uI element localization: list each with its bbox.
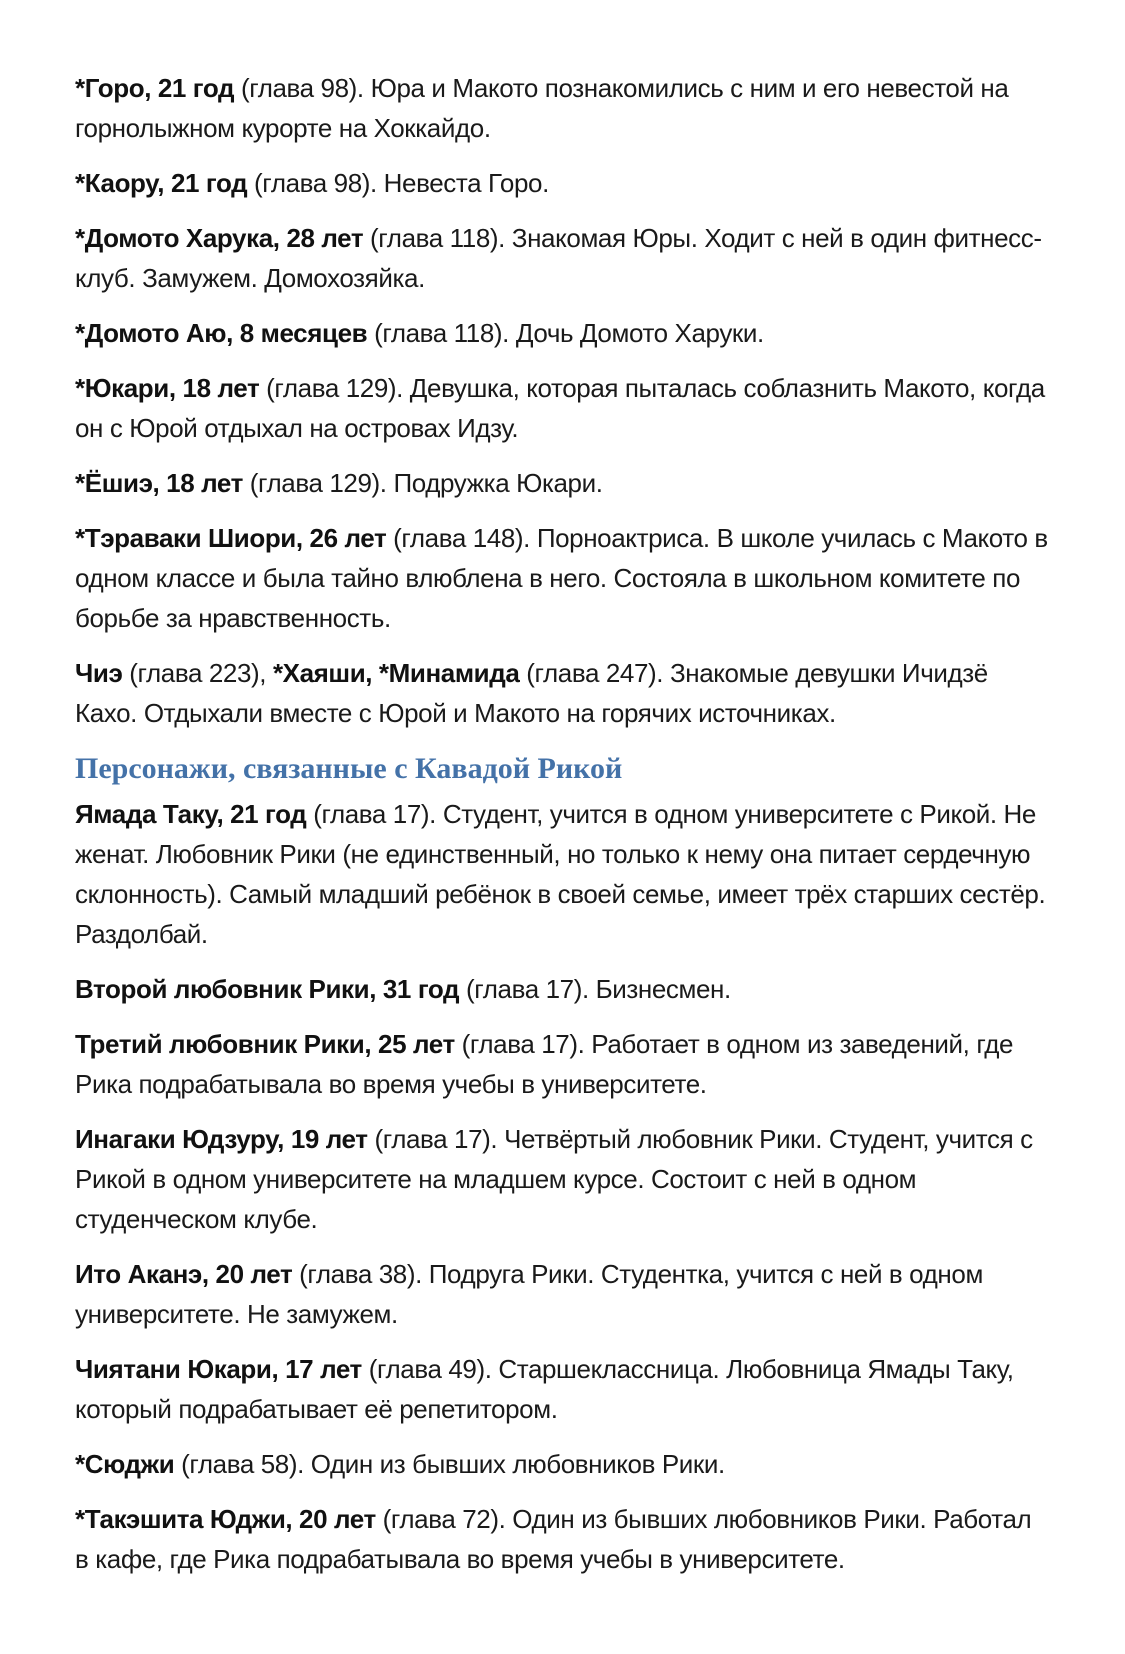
character-description: (глава 118). Дочь Домото Харуки. xyxy=(374,318,764,348)
character-description: (глава 247). Знакомые девушки Ичидзё Кахо. Отдыхали вместе с Юрой и Макото на горячих источниках. xyxy=(75,658,988,728)
character-entry xyxy=(75,368,1050,448)
character-name: Ямада Таку, 21 год xyxy=(75,799,314,829)
character-description: (глава 148). Порноактриса. В школе училась с Макото в одном классе и была тайно влюблена в него. Состояла в школьном комитете по борьбе за нравственность. xyxy=(75,523,1048,633)
document-body xyxy=(75,68,1050,1579)
character-entry xyxy=(75,1024,1050,1104)
character-entry xyxy=(75,1349,1050,1429)
character-description: (глава 72). Один из бывших любовников Рики. Работал в кафе, где Рика подрабатывала во время учебы в университете. xyxy=(75,1504,1032,1574)
character-entry xyxy=(75,794,1050,954)
character-description: (глава 58). Один из бывших любовников Рики. xyxy=(181,1449,725,1479)
character-description: (глава 118). Знакомая Юры. Ходит с ней в один фитнесс-клуб. Замужем. Домохозяйка. xyxy=(75,223,1042,293)
character-description: (глава 17). Работает в одном из заведений, где Рика подрабатывала во время учебы в университете. xyxy=(75,1029,1014,1099)
character-description: (глава 98). Юра и Макото познакомились с ним и его невестой на горнолыжном курорте на Хоккайдо. xyxy=(75,73,1009,143)
character-description: (глава 129). Подружка Юкари. xyxy=(249,468,603,498)
character-name: *Сюджи xyxy=(75,1449,182,1479)
character-description: (глава 129). Девушка, которая пыталась соблазнить Макото, когда он с Юрой отдыхал на островах Идзу. xyxy=(75,373,1045,443)
character-name: Ито Аканэ, 20 лет xyxy=(75,1259,300,1289)
character-name: *Домото Аю, 8 месяцев xyxy=(75,318,375,348)
character-name: Третий любовник Рики, 25 лет xyxy=(75,1029,462,1059)
character-entry xyxy=(75,653,1050,733)
character-description: (глава 49). Старшеклассница. Любовница Ямады Таку, который подрабатывает её репетитором. xyxy=(75,1354,1014,1424)
character-entry xyxy=(75,68,1050,148)
character-description: (глава 38). Подруга Рики. Студентка, учится с ней в одном университете. Не замужем. xyxy=(75,1259,983,1329)
section-heading xyxy=(75,748,1050,790)
character-description: (глава 17). Четвёртый любовник Рики. Студент, учится с Рикой в одном университете на младшем курсе. Состоит с ней в одном студенческом клубе. xyxy=(75,1124,1033,1234)
character-entry xyxy=(75,218,1050,298)
character-entry xyxy=(75,1444,1050,1484)
character-description: (глава 17). Студент, учится в одном университете с Рикой. Не женат. Любовник Рики (не единственный, но только к нему она питает сердечную склонность). Самый младший ребёнок в своей семье, имеет трёх старших сестёр. Раздолбай. xyxy=(75,799,1046,949)
character-name: *Юкари, 18 лет xyxy=(75,373,267,403)
character-name: Чиятани Юкари, 17 лет xyxy=(75,1354,369,1384)
character-entry xyxy=(75,313,1050,353)
character-name: *Домото Харука, 28 лет xyxy=(75,223,371,253)
character-name: Чиэ xyxy=(75,658,130,688)
character-name: *Хаяши, *Минамида xyxy=(272,658,527,688)
character-entry xyxy=(75,1499,1050,1579)
character-entry xyxy=(75,1119,1050,1239)
character-description: (глава 17). Бизнесмен. xyxy=(465,974,731,1004)
character-name: Второй любовник Рики, 31 год xyxy=(75,974,466,1004)
character-name: *Ёшиэ, 18 лет xyxy=(75,468,250,498)
character-entry xyxy=(75,463,1050,503)
character-description: (глава 98). Невеста Горо. xyxy=(254,168,549,198)
character-description: (глава 223), xyxy=(129,658,273,688)
character-name: *Тэраваки Шиори, 26 лет xyxy=(75,523,394,553)
character-name: *Горо, 21 год xyxy=(75,73,241,103)
character-name: *Такэшита Юджи, 20 лет xyxy=(75,1504,383,1534)
character-name: Инагаки Юдзуру, 19 лет xyxy=(75,1124,375,1154)
character-entry xyxy=(75,969,1050,1009)
character-name: *Каору, 21 год xyxy=(75,168,255,198)
section-heading-text: Персонажи, связанные с Кавадой Рикой xyxy=(75,752,623,785)
character-entry xyxy=(75,518,1050,638)
character-entry xyxy=(75,1254,1050,1334)
character-entry xyxy=(75,163,1050,203)
